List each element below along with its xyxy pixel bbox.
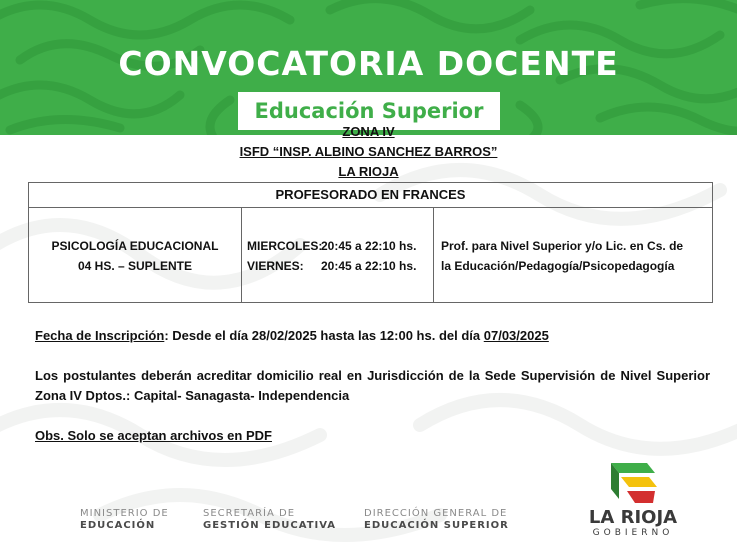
subject-hours: 04 HS. – SUPLENTE xyxy=(77,258,193,273)
residency-requirement: Los postulantes deberán acreditar domicilio real en Jurisdicción de la Sede Supervisión de Nivel Superior Zona IV Dptos.: Capital- Sanagasta- Independencia xyxy=(35,368,710,403)
table-row xyxy=(29,208,712,303)
profile-cell xyxy=(434,208,712,303)
schedule-day: MIERCOLES: xyxy=(247,238,323,253)
page-title: CONVOCATORIA DOCENTE xyxy=(118,44,619,83)
zone-label: ZONA IV xyxy=(342,124,395,139)
inscription-end-date: 07/03/2025 xyxy=(483,328,549,343)
profile-line: Prof. para Nivel Superior y/o Lic. en Cs. de xyxy=(441,238,684,253)
schedule-day: VIERNES: xyxy=(247,258,304,273)
inscription-text: Desde el día 28/02/2025 hasta las 12:00 hs. del día xyxy=(172,328,484,343)
table-heading: PROFESORADO EN FRANCES xyxy=(29,183,712,208)
observation-note: Obs. Solo se aceptan archivos en PDF xyxy=(35,428,272,443)
province-name: LA RIOJA xyxy=(338,164,399,179)
schedule-time: 20:45 a 22:10 hs. xyxy=(321,258,417,273)
schedule-row xyxy=(247,256,425,276)
schedule-time: 20:45 a 22:10 hs. xyxy=(321,238,417,253)
subject-cell xyxy=(29,208,242,303)
profile-line: la Educación/Pedagogía/Psicopedagogía xyxy=(441,258,675,273)
logo-name: LA RIOJA xyxy=(588,507,678,528)
institute-name: ISFD “INSP. ALBINO SANCHEZ BARROS” xyxy=(239,144,498,159)
footer-org-directorate: DIRECCIÓN GENERAL DE EDUCACIÓN SUPERIOR xyxy=(364,508,509,531)
inscription-label: Fecha de Inscripción xyxy=(35,328,165,343)
logo-subtitle: GOBIERNO xyxy=(592,528,674,538)
footer-org-secretariat: SECRETARÍA DE GESTIÓN EDUCATIVA xyxy=(203,508,337,531)
subject-name: PSICOLOGÍA EDUCACIONAL xyxy=(51,238,219,253)
la-rioja-logo-icon xyxy=(607,459,661,507)
inscription-dates: Fecha de Inscripción: Desde el día 28/02/2025 hasta las 12:00 hs. del día 07/03/2025 xyxy=(35,328,549,343)
footer-org-ministry: MINISTERIO DE EDUCACIÓN xyxy=(80,508,169,531)
schedule-cell xyxy=(242,208,434,303)
position-table xyxy=(28,182,713,303)
schedule-row xyxy=(247,236,425,256)
subtitle: Educación Superior xyxy=(254,99,484,123)
